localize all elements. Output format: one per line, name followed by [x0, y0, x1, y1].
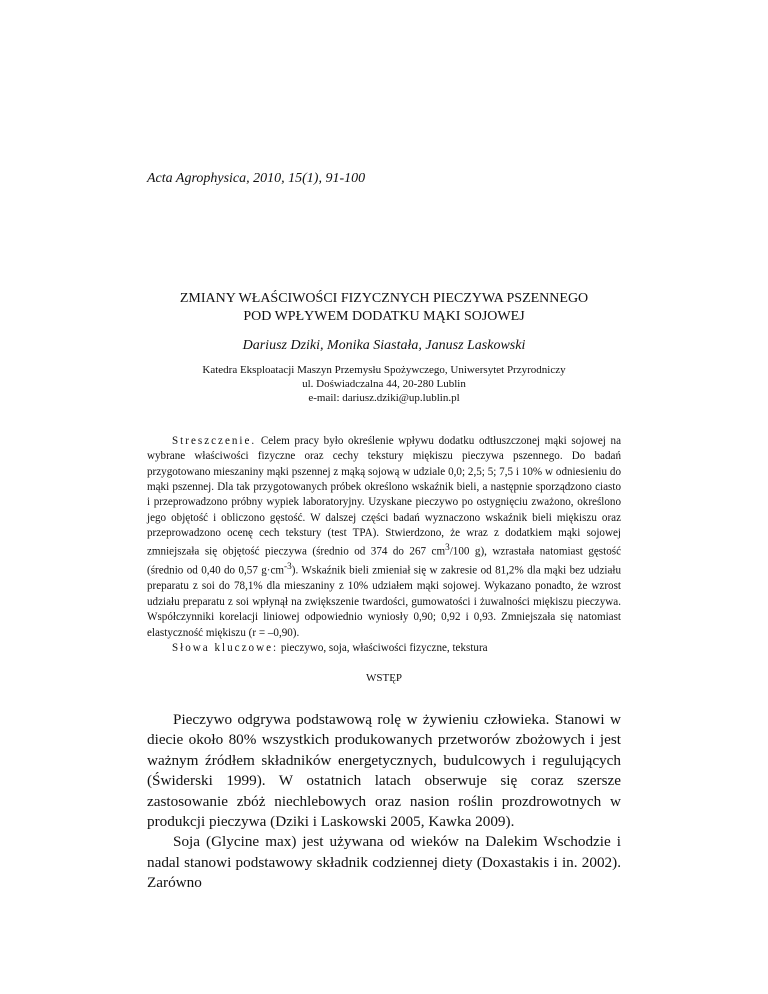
keywords-label: Słowa kluczowe: [172, 641, 279, 654]
title-line-2: POD WPŁYWEM DODATKU MĄKI SOJOWEJ [243, 309, 525, 324]
body-paragraph-2: Soja (Glycine max) jest używana od wieków na Dalekim Wschodzie i nadal stanowi podstawowy składnik codziennej diety (Doxastakis i in. 2002). Zarówno [147, 833, 621, 892]
paper-title [100, 290, 668, 326]
authors: Dariusz Dziki, Monika Siastała, Janusz Laskowski [242, 338, 526, 353]
abstract-label: Streszczenie. [172, 435, 257, 447]
affiliation [100, 363, 668, 405]
title-line-1: ZMIANY WŁAŚCIWOŚCI FIZYCZNYCH PIECZYWA PSZENNEGO [179, 291, 589, 306]
body-paragraph-1: Pieczywo odgrywa podstawową rolę w żywieniu człowieka. Stanowi w diecie około 80% wszystkich produkowanych przetworów zbożowych i jest ważnym źródłem składników energetycznych, budulcowych i regulujących (Świderski 1999). W ostatnich latach obserwuje się coraz szersze zastosowanie zbóż niechlebowych oraz nasion roślin prozdrowotnych w produkcji pieczywa (Dziki i Laskowski 2005, Kawka 2009). [147, 711, 621, 831]
affiliation-email: e-mail: dariusz.dziki@up.lublin.pl [308, 392, 460, 404]
journal-citation: Acta Agrophysica, 2010, 15(1), 91-100 [147, 171, 366, 186]
abstract-text-3: ). Wskaźnik bieli zmieniał się w zakresie od 81,2% dla mąki bez udziału preparatu z soi do 78,1% dla mieszaniny z 10% udziałem mąki sojowej. Wykazano ponadto, że wzrost udziału preparatu z soi wpłynął na zwiększenie twardości, gumowatości i żuwalności miękiszu pieczywa. Współczynniki korelacji liniowej odpowiednio wyniosły 0,90; 0,92 i 0,93. Zmniejszała się natomiast elastyczność miękiszu (r = –0,90). [147, 565, 622, 639]
keywords-text: pieczywo, soja, właściwości fizyczne, tekstura [278, 641, 488, 654]
section-heading: WSTĘP [365, 672, 403, 684]
body-text [147, 710, 621, 894]
abstract-text-1: Celem pracy było określenie wpływu dodatku odtłuszczonej mąki sojowej na wybrane właściwości fizyczne oraz cechy tekstury miękiszu pieczywa pszennego. Do badań przygotowano mieszaniny mąki pszennej z mąką sojową w udziale 0,0; 2,5; 5; 7,5 i 10% w odniesieniu do mąki pszennej. Dla tak przygotowanych próbek określono wskaźnik bieli, a następnie sporządzono ciasto i przeprowadzono próbny wypiek laboratoryjny. Uzyskane pieczywo po ostygnięciu zważono, określono jego objętość i obliczono gęstość. W dalszej części badań wyznaczono wskaźnik bieli miękiszu oraz przeprowadzono ocenę cech tekstury (test TPA). Stwierdzono, że wraz z dodatkiem mąki sojowej zmniejszała się objętość pieczywa (średnio od 374 do 267 cm [147, 435, 621, 559]
abstract-paragraph [147, 434, 621, 641]
affiliation-institution: Katedra Eksploatacji Maszyn Przemysłu Spożywczego, Uniwersytet Przyrodniczy [202, 364, 566, 376]
affiliation-address: ul. Doświadczalna 44, 20-280 Lublin [302, 378, 466, 390]
abstract [147, 434, 621, 656]
abstract-sup-2: -3 [284, 562, 292, 573]
abstract-sup-1: 3 [445, 543, 450, 554]
abstract-text-2: /100 g), wzrastała natomiast gęstość (średnio od 0,40 do 0,57 g·cm [147, 546, 621, 578]
keywords [147, 641, 621, 656]
